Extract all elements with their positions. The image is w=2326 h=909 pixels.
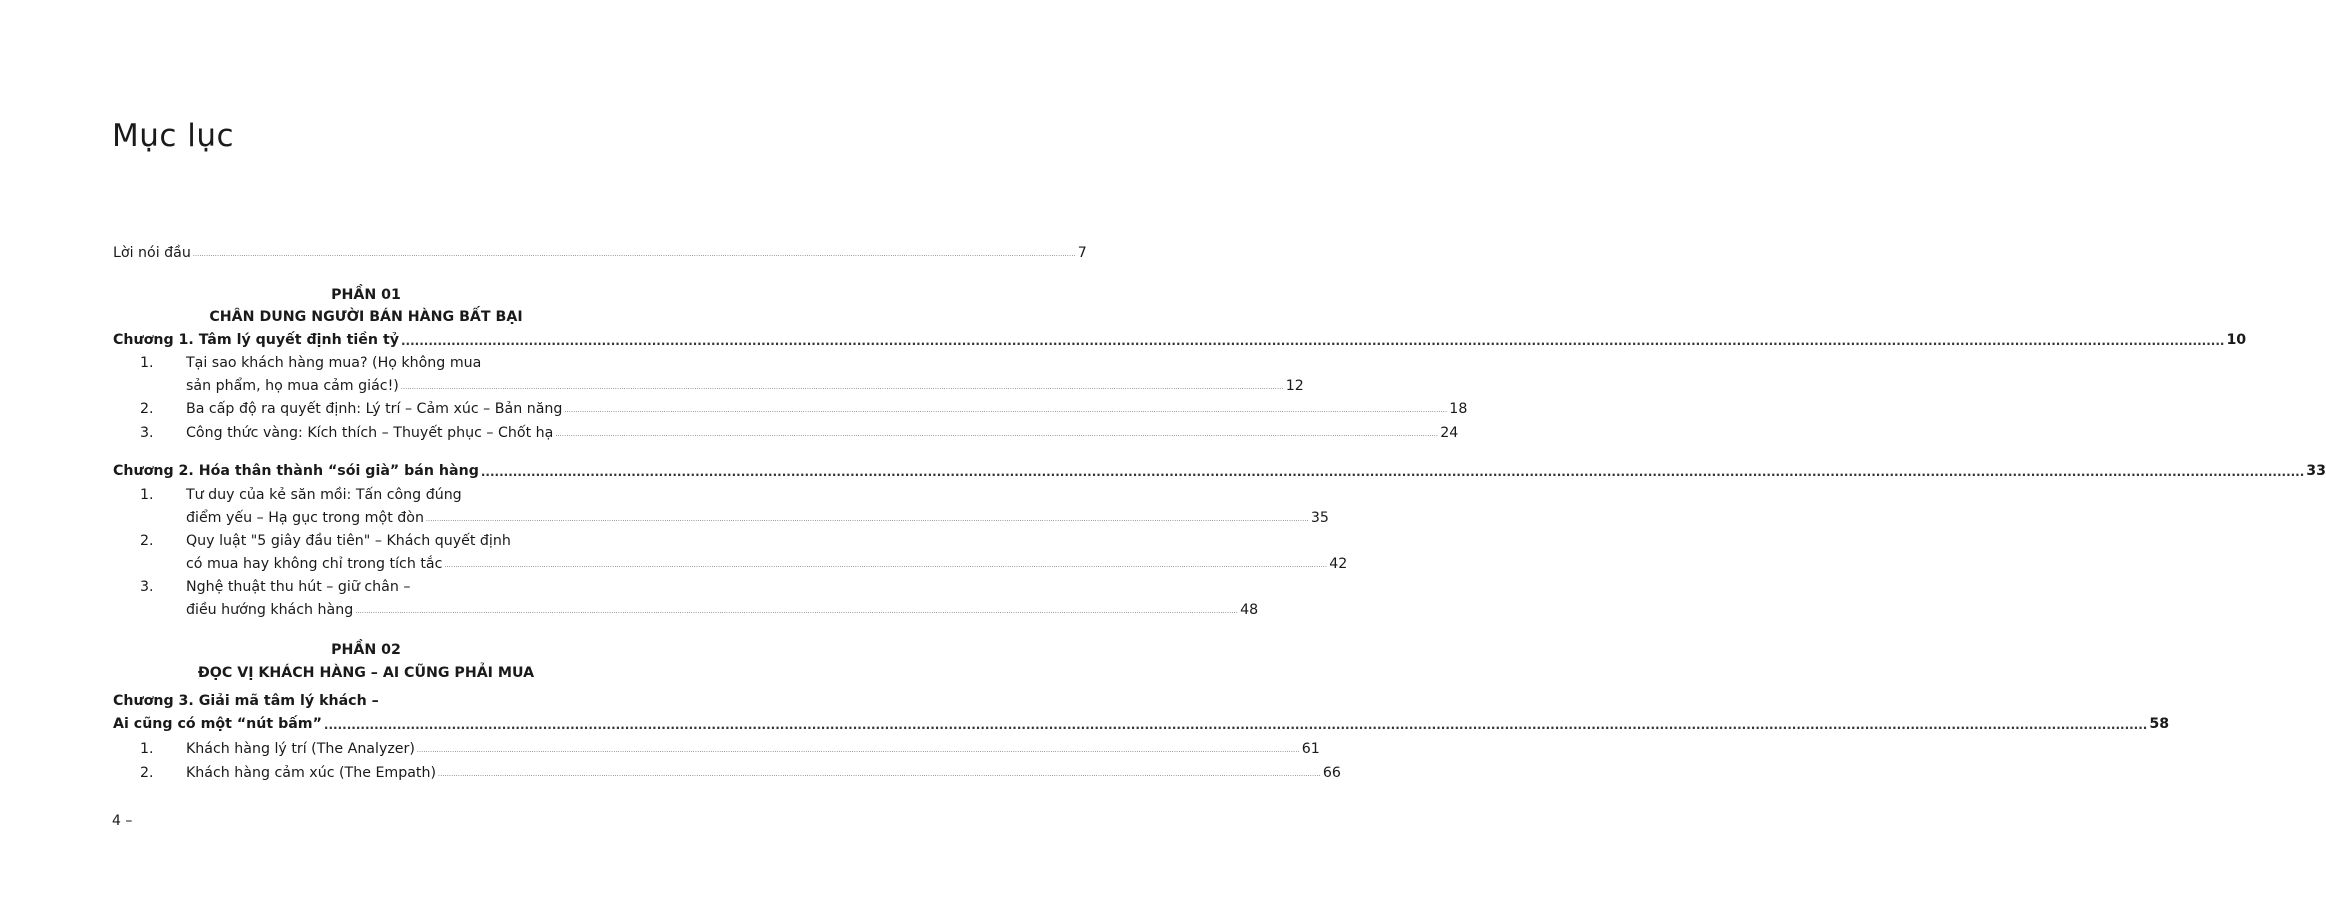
toc-item[interactable] <box>186 736 1320 758</box>
dot-leader: ................................................................................................................................................................................................................................................................................................................................................................................................................ <box>438 771 1321 778</box>
part-subtitle: ĐỌC VỊ KHÁCH HÀNG – AI CŨNG PHẢI MUA <box>197 665 535 681</box>
toc-chapter-2[interactable] <box>113 458 2326 480</box>
toc-page-number: 42 <box>1329 556 1348 572</box>
dot-leader: ................................................................................................................................................................................................................................................................................................................................................................................................................ <box>192 251 1076 258</box>
item-label: Ba cấp độ ra quyết định: Lý trí – Cảm xúc – Bản năng <box>186 401 563 417</box>
dot-leader: ................................................................................................................................................................................................................................................................................................................................................................................................................ <box>555 431 1439 438</box>
item-number: 2. <box>140 765 154 781</box>
toc-item[interactable] <box>186 420 1459 442</box>
toc-item-line2[interactable] <box>186 551 1348 573</box>
dot-leader: ................................................................................................................................................................................................................................................................................................................................................................................................................ <box>480 465 2305 479</box>
dot-leader: ................................................................................................................................................................................................................................................................................................................................................................................................................ <box>400 384 1284 391</box>
dot-leader: ................................................................................................................................................................................................................................................................................................................................................................................................................ <box>416 747 1300 754</box>
item-number: 1. <box>140 487 154 503</box>
dot-leader: ................................................................................................................................................................................................................................................................................................................................................................................................................ <box>444 562 1328 569</box>
page-footer: 4 – <box>112 813 133 829</box>
item-label: có mua hay không chỉ trong tích tắc <box>186 556 443 572</box>
item-number: 2. <box>140 401 154 417</box>
item-number: 3. <box>140 579 154 595</box>
item-number: 2. <box>140 533 154 549</box>
part-subtitle: CHÂN DUNG NGƯỜI BÁN HÀNG BẤT BẠI <box>209 309 523 325</box>
toc-page-number: 66 <box>1322 765 1341 781</box>
toc-item-line1[interactable] <box>186 574 619 596</box>
item-label: Tư duy của kẻ săn mồi: Tấn công đúng <box>186 487 462 503</box>
toc-item-line1[interactable] <box>186 528 619 550</box>
toc-item[interactable] <box>186 396 1468 418</box>
toc-item-line2[interactable] <box>186 373 1304 395</box>
toc-page-number: 24 <box>1440 425 1459 441</box>
toc-page-number: 48 <box>1240 602 1259 618</box>
toc-entry-preface[interactable] <box>113 240 1087 262</box>
item-label: Nghệ thuật thu hút – giữ chân – <box>186 579 411 595</box>
item-label: điều hướng khách hàng <box>186 602 354 618</box>
chapter-label: Chương 1. Tâm lý quyết định tiền tỷ <box>113 332 399 348</box>
item-label: Khách hàng cảm xúc (The Empath) <box>186 765 437 781</box>
toc-item[interactable] <box>186 760 1341 782</box>
toc-chapter-3-line2[interactable] <box>113 711 2170 733</box>
toc-page-number: 18 <box>1449 401 1468 417</box>
item-number: 1. <box>140 741 154 757</box>
item-label: Quy luật "5 giây đầu tiên" – Khách quyết định <box>186 533 511 549</box>
toc-item-line2[interactable] <box>186 597 1259 619</box>
toc-page-number: 58 <box>2149 716 2170 732</box>
toc-entry-label: Lời nói đầu <box>113 245 191 261</box>
toc-chapter-3-line1[interactable] <box>113 688 619 710</box>
dot-leader: ................................................................................................................................................................................................................................................................................................................................................................................................................ <box>323 718 2148 732</box>
part-heading: PHẦN 01 <box>331 287 401 303</box>
chapter-label: Chương 2. Hóa thân thành “sói già” bán hàng <box>113 463 479 479</box>
item-number: 3. <box>140 425 154 441</box>
dot-leader: ................................................................................................................................................................................................................................................................................................................................................................................................................ <box>564 407 1448 414</box>
dot-leader: ................................................................................................................................................................................................................................................................................................................................................................................................................ <box>425 516 1309 523</box>
toc-page-number: 10 <box>2226 332 2247 348</box>
toc-page-number: 7 <box>1077 245 1087 261</box>
page-title: Mục lục <box>112 118 235 154</box>
item-label: Công thức vàng: Kích thích – Thuyết phục – Chốt hạ <box>186 425 554 441</box>
item-number: 1. <box>140 355 154 371</box>
item-label: Tại sao khách hàng mua? (Họ không mua <box>186 355 482 371</box>
toc-page-number: 12 <box>1285 378 1304 394</box>
dot-leader: ................................................................................................................................................................................................................................................................................................................................................................................................................ <box>401 334 2225 348</box>
item-label: Khách hàng lý trí (The Analyzer) <box>186 741 415 757</box>
toc-chapter-1[interactable] <box>113 327 2247 349</box>
toc-item-line1[interactable] <box>186 350 619 372</box>
chapter-label: Ai cũng có một “nút bấm” <box>113 716 322 732</box>
chapter-label: Chương 3. Giải mã tâm lý khách – <box>113 693 379 709</box>
toc-page-number: 33 <box>2306 463 2326 479</box>
dot-leader: ................................................................................................................................................................................................................................................................................................................................................................................................................ <box>355 608 1239 615</box>
toc-page-number: 61 <box>1301 741 1320 757</box>
item-label: sản phẩm, họ mua cảm giác!) <box>186 378 399 394</box>
toc-page-number: 35 <box>1310 510 1329 526</box>
part-heading: PHẦN 02 <box>331 642 401 658</box>
item-label: điểm yếu – Hạ gục trong một đòn <box>186 510 424 526</box>
toc-item-line2[interactable] <box>186 505 1329 527</box>
toc-item-line1[interactable] <box>186 482 619 504</box>
